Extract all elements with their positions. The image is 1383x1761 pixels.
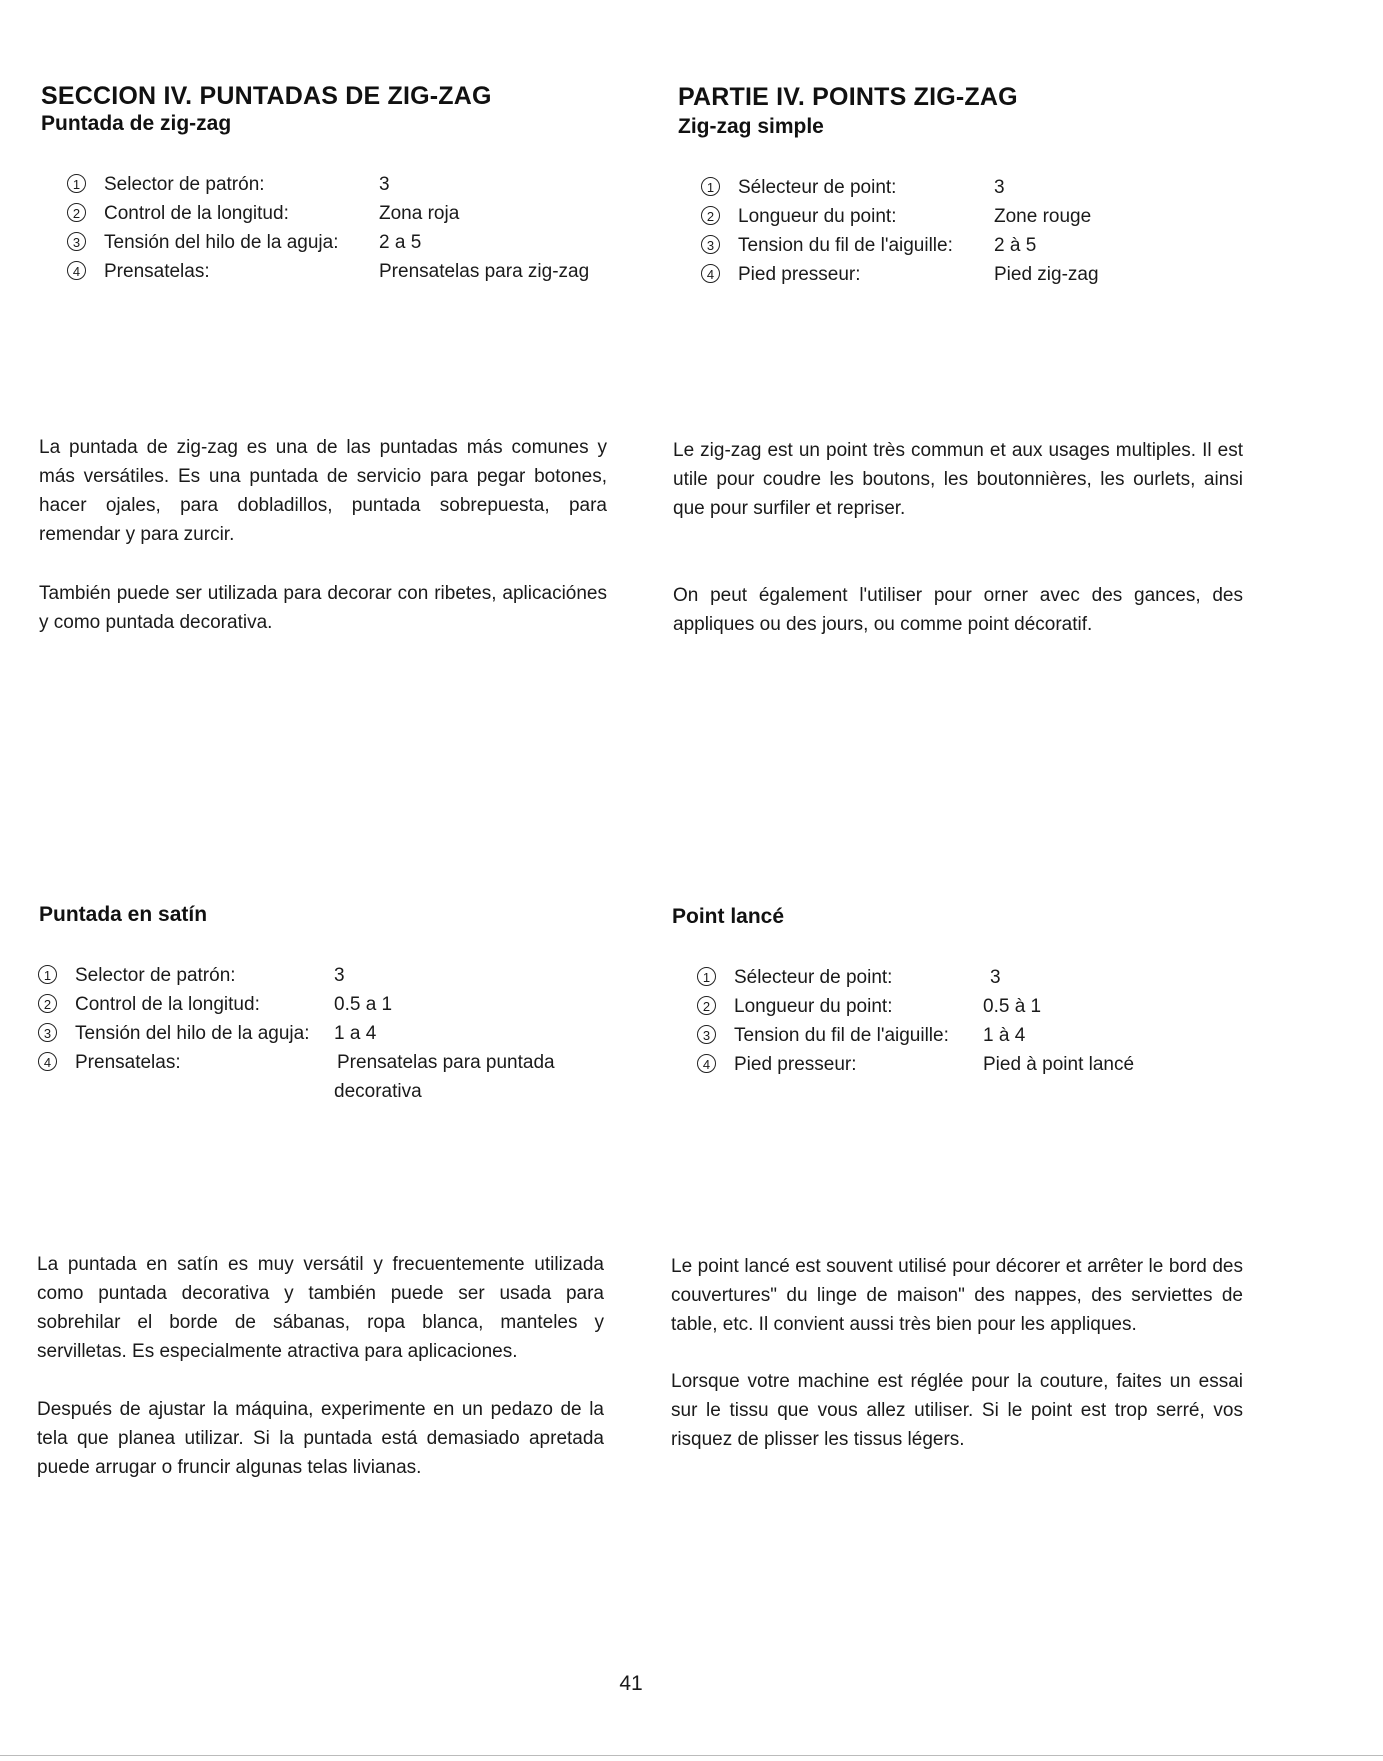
fr-satin-settings	[697, 963, 1257, 1079]
step-number-4: 4	[38, 1052, 57, 1071]
setting-label: Selector de patrón:	[104, 174, 265, 195]
setting-row	[38, 1019, 618, 1048]
setting-value: 2 à 5	[994, 235, 1037, 256]
page-bottom-rule	[0, 1755, 1383, 1756]
setting-label: Longueur du point:	[734, 996, 893, 1017]
fr-zigzag-subtitle: Zig-zag simple	[678, 115, 824, 138]
setting-value: Zona roja	[379, 203, 460, 224]
setting-row	[701, 231, 1261, 260]
step-number-3: 3	[67, 232, 86, 251]
setting-row	[38, 990, 618, 1019]
setting-row	[697, 963, 1257, 992]
fr-zigzag-paragraph-1: Le zig-zag est un point très commun et aux usages multiples. Il est utile pour coudre les boutons, les boutonnières, les ourlets, ainsi que pour surfiler et repriser.	[673, 440, 1243, 519]
fr-section-title: PARTIE IV. POINTS ZIG-ZAG	[678, 83, 1018, 111]
es-satin-paragraph-2: Después de ajustar la máquina, experimente en un pedazo de la tela que planea utilizar. Si la puntada está demasiado apretada puede arrugar o fruncir algunas telas livianas.	[37, 1399, 604, 1478]
setting-row	[697, 1050, 1257, 1079]
fr-satin-paragraph-1: Le point lancé est souvent utilisé pour décorer et arrêter le bord des couvertures" du linge de maison" des nappes, des serviettes de table, etc. Il convient aussi très bien pour les appliques.	[671, 1256, 1243, 1335]
setting-row	[697, 992, 1257, 1021]
fr-zigzag-paragraph-2: On peut également l'utiliser pour orner avec des gances, des appliques ou des jours, ou comme point décoratif.	[673, 585, 1243, 635]
step-number-2: 2	[38, 994, 57, 1013]
setting-value: 1 à 4	[983, 1025, 1026, 1046]
setting-label: Tension du fil de l'aiguille:	[734, 1025, 949, 1046]
page-number: 41	[619, 1672, 643, 1695]
setting-row	[697, 1021, 1257, 1050]
step-number-4: 4	[697, 1054, 716, 1073]
setting-row	[67, 228, 627, 257]
setting-value: 3	[990, 967, 1001, 988]
es-section-title: SECCION IV. PUNTADAS DE ZIG-ZAG	[41, 82, 492, 110]
es-satin-subtitle: Puntada en satín	[39, 903, 208, 926]
step-number-3: 3	[697, 1025, 716, 1044]
setting-row	[701, 260, 1261, 289]
step-number-1: 1	[697, 967, 716, 986]
step-number-4: 4	[67, 261, 86, 280]
setting-row	[701, 202, 1261, 231]
setting-label: Sélecteur de point:	[734, 967, 893, 988]
step-number-1: 1	[67, 174, 86, 193]
setting-row	[38, 961, 618, 990]
setting-value: 3	[334, 965, 345, 986]
es-satin-settings	[38, 961, 618, 1106]
fr-satin-subtitle: Point lancé	[672, 905, 785, 928]
setting-label: Prensatelas:	[75, 1052, 181, 1073]
setting-label: Pied presseur:	[738, 264, 861, 285]
setting-value: 0.5 à 1	[983, 996, 1042, 1017]
setting-label: Tensión del hilo de la aguja:	[75, 1023, 310, 1044]
setting-value: 2 a 5	[379, 232, 422, 253]
setting-value: 0.5 a 1	[334, 994, 393, 1015]
es-zigzag-settings	[67, 170, 627, 286]
step-number-1: 1	[701, 177, 720, 196]
setting-value: Pied zig-zag	[994, 264, 1099, 285]
step-number-3: 3	[38, 1023, 57, 1042]
es-zigzag-paragraph-2: También puede ser utilizada para decorar con ribetes, aplicaciónes y como puntada decorativa.	[39, 583, 607, 633]
setting-label: Control de la longitud:	[104, 203, 289, 224]
setting-label: Tensión del hilo de la aguja:	[104, 232, 339, 253]
setting-row	[67, 257, 627, 286]
setting-row	[67, 199, 627, 228]
step-number-2: 2	[697, 996, 716, 1015]
setting-row	[38, 1048, 618, 1077]
step-number-3: 3	[701, 235, 720, 254]
setting-label: Pied presseur:	[734, 1054, 857, 1075]
setting-value: 3	[994, 177, 1005, 198]
es-zigzag-paragraph-1: La puntada de zig-zag es una de las puntadas más comunes y más versátiles. Es una puntada de servicio para pegar botones, hacer ojales, para dobladillos, puntada sobrepuesta, para remendar y para zurcir.	[39, 437, 607, 545]
fr-zigzag-settings	[701, 173, 1261, 289]
setting-label: Tension du fil de l'aiguille:	[738, 235, 953, 256]
es-zigzag-subtitle: Puntada de zig-zag	[41, 112, 232, 135]
setting-value: 1 a 4	[334, 1023, 377, 1044]
step-number-4: 4	[701, 264, 720, 283]
setting-label: Prensatelas:	[104, 261, 210, 282]
setting-label: Sélecteur de point:	[738, 177, 897, 198]
setting-label: Control de la longitud:	[75, 994, 260, 1015]
setting-label: Selector de patrón:	[75, 965, 236, 986]
setting-row-continued	[38, 1077, 618, 1106]
setting-value: Pied à point lancé	[983, 1054, 1135, 1075]
step-number-2: 2	[67, 203, 86, 222]
setting-value: Prensatelas para puntada	[337, 1052, 555, 1073]
step-number-1: 1	[38, 965, 57, 984]
fr-satin-paragraph-2: Lorsque votre machine est réglée pour la couture, faites un essai sur le tissu que vous allez utiliser. Si le point est trop serré, vos risquez de plisser les tissus légers.	[671, 1371, 1243, 1450]
setting-row	[67, 170, 627, 199]
setting-value: Zone rouge	[994, 206, 1092, 227]
setting-value-continued: decorativa	[334, 1081, 422, 1102]
setting-value: 3	[379, 174, 390, 195]
es-satin-paragraph-1: La puntada en satín es muy versátil y frecuentemente utilizada como puntada decorativa y también puede ser usada para sobrehilar el borde de sábanas, ropa blanca, manteles y servilletas. Es especialmente atractiva para aplicaciones.	[37, 1254, 604, 1362]
setting-label: Longueur du point:	[738, 206, 897, 227]
setting-value: Prensatelas para zig-zag	[379, 261, 590, 282]
setting-row	[701, 173, 1261, 202]
step-number-2: 2	[701, 206, 720, 225]
